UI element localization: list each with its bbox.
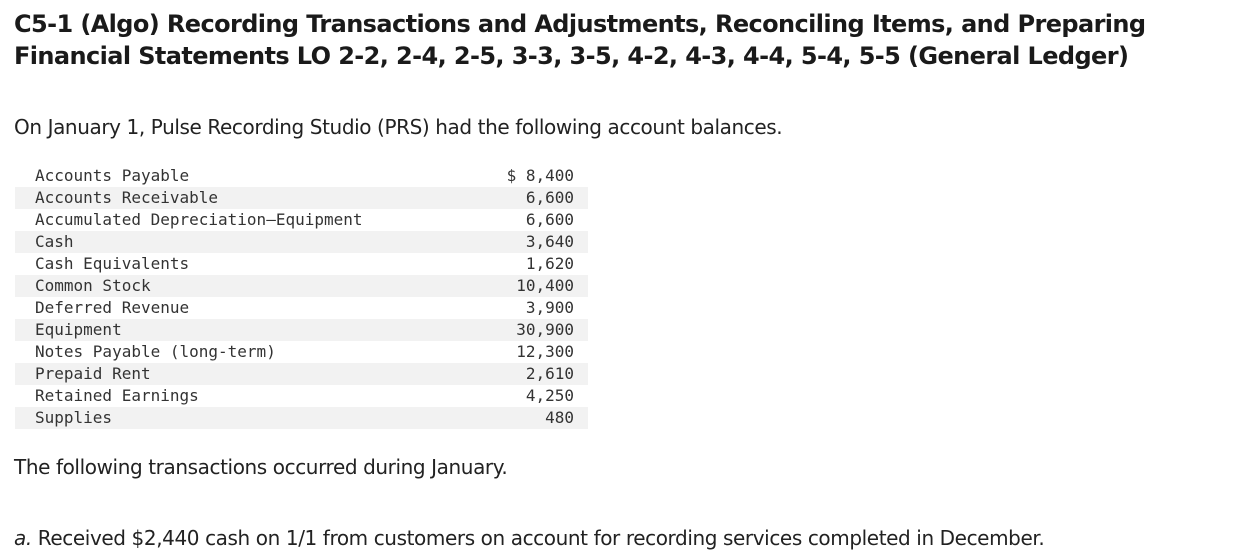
transaction-letter: a. — [14, 526, 32, 550]
account-name: Cash — [15, 231, 479, 253]
account-name: Accounts Receivable — [15, 187, 479, 209]
account-amount: 6,600 — [479, 187, 588, 209]
intro-text: On January 1, Pulse Recording Studio (PRS) had the following account balances. — [14, 115, 783, 139]
account-name: Notes Payable (long-term) — [35, 342, 276, 361]
account-amount: 6,600 — [525, 210, 574, 229]
table-row — [15, 407, 588, 429]
account-name: Equipment — [15, 319, 479, 341]
table-row — [15, 363, 588, 385]
account-balances-table — [15, 165, 588, 429]
account-amount: 12,300 — [516, 342, 574, 361]
account-name: Deferred Revenue — [35, 298, 190, 317]
problem-title: C5-1 (Algo) Recording Transactions and Adjustments, Reconciling Items, and Preparing Financial Statements LO 2-2, 2-4, 2-5, 3-3, 3-5, 4-2, 4-3, 4-4, 5-4, 5-5 (General Ledger) — [14, 10, 1146, 70]
account-name: Accumulated Depreciation—Equipment — [35, 210, 363, 229]
account-amount: 3,640 — [479, 231, 588, 253]
table-row — [15, 209, 588, 231]
account-amount: 30,900 — [479, 319, 588, 341]
account-name: Cash Equivalents — [35, 254, 190, 273]
account-amount: 4,250 — [525, 386, 574, 405]
account-amount: 480 — [479, 407, 588, 429]
table-row — [15, 231, 588, 253]
account-name: Accounts Payable — [35, 166, 190, 185]
transaction-text: Received $2,440 cash on 1/1 from customers on account for recording services completed in December. — [37, 526, 1045, 550]
transaction-item — [14, 524, 1044, 552]
table-row — [15, 341, 588, 363]
table-row — [15, 187, 588, 209]
table-row — [15, 165, 588, 187]
account-name: Prepaid Rent — [15, 363, 479, 385]
account-amount: 1,620 — [525, 254, 574, 273]
account-name: Common Stock — [15, 275, 479, 297]
table-row — [15, 385, 588, 407]
account-amount: 10,400 — [479, 275, 588, 297]
table-row — [15, 275, 588, 297]
account-name: Supplies — [15, 407, 479, 429]
table-row — [15, 297, 588, 319]
table-row — [15, 319, 588, 341]
transactions-intro-text: The following transactions occurred during January. — [14, 455, 508, 479]
account-amount: $ 8,400 — [506, 166, 574, 185]
account-amount: 3,900 — [525, 298, 574, 317]
account-amount: 2,610 — [479, 363, 588, 385]
table-row — [15, 253, 588, 275]
account-name: Retained Earnings — [35, 386, 199, 405]
